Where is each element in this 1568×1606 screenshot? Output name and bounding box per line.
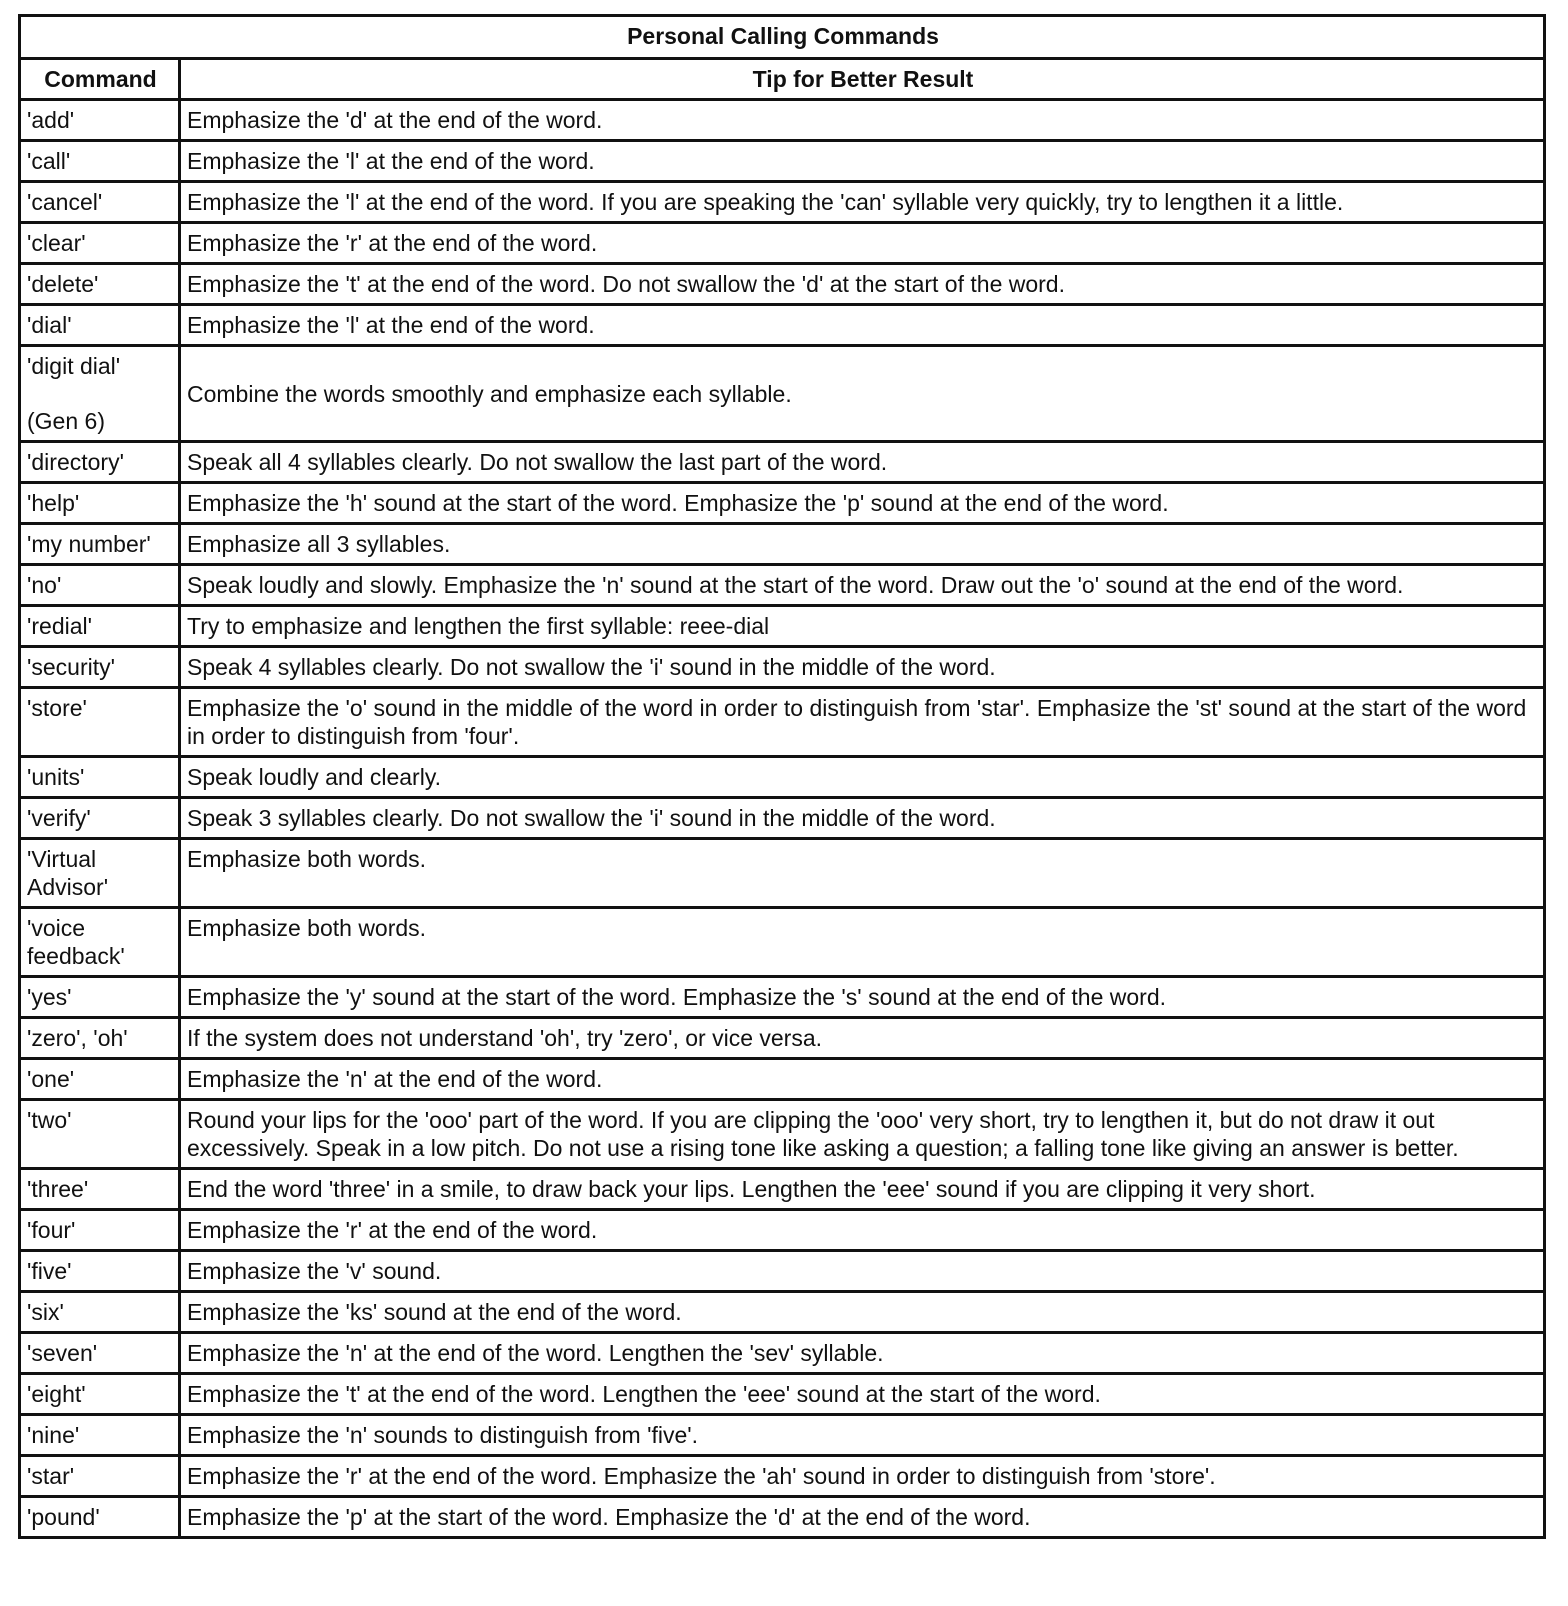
table-row — [20, 305, 1545, 346]
tip-cell: Emphasize the 'v' sound. — [180, 1251, 1545, 1292]
command-text: 'seven' — [27, 1340, 98, 1366]
command-cell — [20, 141, 180, 182]
table-body — [20, 100, 1545, 1538]
tip-cell: Emphasize the 'r' at the end of the word. — [180, 1210, 1545, 1251]
command-text: 'voice feedback' — [27, 915, 125, 969]
tip-cell: Speak 4 syllables clearly. Do not swallow the 'i' sound in the middle of the word. — [180, 647, 1545, 688]
command-cell — [20, 264, 180, 305]
command-text: 'add' — [27, 107, 75, 133]
tip-cell: Speak 3 syllables clearly. Do not swallow the 'i' sound in the middle of the word. — [180, 798, 1545, 839]
table-row — [20, 100, 1545, 141]
command-text: 'nine' — [27, 1422, 80, 1448]
command-cell — [20, 1100, 180, 1169]
table-title: Personal Calling Commands — [20, 16, 1545, 59]
table-row — [20, 565, 1545, 606]
command-cell — [20, 1018, 180, 1059]
command-text: 'eight' — [27, 1381, 86, 1407]
command-text: 'verify' — [27, 805, 91, 831]
table-row — [20, 647, 1545, 688]
command-text: 'yes' — [27, 984, 72, 1010]
command-text: 'call' — [27, 148, 71, 174]
tip-cell: Emphasize the 'y' sound at the start of the word. Emphasize the 's' sound at the end of the word. — [180, 977, 1545, 1018]
tip-cell: Emphasize the 'r' at the end of the word. Emphasize the 'ah' sound in order to distinguish from 'store'. — [180, 1456, 1545, 1497]
command-text: 'no' — [27, 572, 62, 598]
command-text: 'digit dial' — [27, 353, 121, 379]
tip-cell: Emphasize both words. — [180, 908, 1545, 977]
command-cell — [20, 1497, 180, 1538]
command-text: 'delete' — [27, 271, 99, 297]
table-row — [20, 1456, 1545, 1497]
table-row — [20, 524, 1545, 565]
spacer — [27, 380, 174, 407]
tip-cell: Emphasize the 'l' at the end of the word. — [180, 305, 1545, 346]
command-cell — [20, 647, 180, 688]
tip-cell: Emphasize the 'p' at the start of the word. Emphasize the 'd' at the end of the word. — [180, 1497, 1545, 1538]
command-text: 'five' — [27, 1258, 72, 1284]
table-row — [20, 1415, 1545, 1456]
tip-cell: Emphasize the 'n' at the end of the word. Lengthen the 'sev' syllable. — [180, 1333, 1545, 1374]
command-cell — [20, 565, 180, 606]
table-row — [20, 1374, 1545, 1415]
table-row — [20, 606, 1545, 647]
command-cell — [20, 977, 180, 1018]
column-header-command: Command — [20, 59, 180, 100]
tip-cell: Emphasize the 'l' at the end of the word. — [180, 141, 1545, 182]
command-note: (Gen 6) — [27, 408, 105, 434]
tip-cell: Emphasize the 'n' at the end of the word. — [180, 1059, 1545, 1100]
tip-cell: Speak all 4 syllables clearly. Do not swallow the last part of the word. — [180, 442, 1545, 483]
command-text: 'units' — [27, 764, 85, 790]
command-cell — [20, 1333, 180, 1374]
table-row — [20, 1169, 1545, 1210]
command-cell — [20, 757, 180, 798]
command-text: 'one' — [27, 1066, 75, 1092]
command-cell — [20, 483, 180, 524]
table-title-row — [20, 16, 1545, 59]
command-cell — [20, 1415, 180, 1456]
command-cell — [20, 688, 180, 757]
command-cell — [20, 1210, 180, 1251]
table-row — [20, 798, 1545, 839]
command-text: 'cancel' — [27, 189, 103, 215]
tip-cell: Try to emphasize and lengthen the first syllable: reee-dial — [180, 606, 1545, 647]
command-cell — [20, 1456, 180, 1497]
tip-cell: Emphasize the 'n' sounds to distinguish from 'five'. — [180, 1415, 1545, 1456]
command-text: 'store' — [27, 695, 87, 721]
command-text: 'two' — [27, 1107, 72, 1133]
command-text: 'four' — [27, 1217, 76, 1243]
command-text: 'my number' — [27, 531, 151, 557]
table-row — [20, 757, 1545, 798]
command-cell — [20, 346, 180, 442]
tip-cell: Speak loudly and clearly. — [180, 757, 1545, 798]
command-cell — [20, 223, 180, 264]
command-cell — [20, 798, 180, 839]
tip-cell: Emphasize the 't' at the end of the word. Lengthen the 'eee' sound at the start of the word. — [180, 1374, 1545, 1415]
command-text: 'clear' — [27, 230, 86, 256]
table-row — [20, 1018, 1545, 1059]
table-row — [20, 1210, 1545, 1251]
table-row — [20, 141, 1545, 182]
table-row — [20, 1059, 1545, 1100]
command-text: 'help' — [27, 490, 80, 516]
table-row — [20, 1497, 1545, 1538]
tip-cell: Emphasize the 'd' at the end of the word. — [180, 100, 1545, 141]
command-text: 'Virtual Advisor' — [27, 846, 109, 900]
tip-cell: Emphasize both words. — [180, 839, 1545, 908]
tip-cell: Round your lips for the 'ooo' part of the word. If you are clipping the 'ooo' very short, try to lengthen it, but do not draw it out excessively. Speak in a low pitch. Do not use a rising tone like asking a question; a falling tone like giving an answer is better. — [180, 1100, 1545, 1169]
command-cell — [20, 1374, 180, 1415]
tip-cell: Emphasize the 'r' at the end of the word. — [180, 223, 1545, 264]
command-cell — [20, 524, 180, 565]
table-row — [20, 442, 1545, 483]
table-row — [20, 839, 1545, 908]
table-header-row — [20, 59, 1545, 100]
tip-cell: If the system does not understand 'oh', try 'zero', or vice versa. — [180, 1018, 1545, 1059]
table-row — [20, 346, 1545, 442]
command-text: 'security' — [27, 654, 116, 680]
table-row — [20, 1251, 1545, 1292]
command-cell — [20, 305, 180, 346]
table-row — [20, 223, 1545, 264]
table-row — [20, 908, 1545, 977]
tip-cell: Emphasize all 3 syllables. — [180, 524, 1545, 565]
command-cell — [20, 1169, 180, 1210]
command-cell — [20, 606, 180, 647]
tip-cell: Emphasize the 'o' sound in the middle of the word in order to distinguish from 'star'. Emphasize the 'st' sound at the start of the word in order to distinguish from 'four'. — [180, 688, 1545, 757]
command-text: 'dial' — [27, 312, 72, 338]
command-cell — [20, 1251, 180, 1292]
tip-cell: End the word 'three' in a smile, to draw back your lips. Lengthen the 'eee' sound if you are clipping it very short. — [180, 1169, 1545, 1210]
command-text: 'directory' — [27, 449, 124, 475]
command-text: 'three' — [27, 1176, 89, 1202]
command-cell — [20, 100, 180, 141]
command-text: 'star' — [27, 1463, 75, 1489]
command-cell — [20, 1292, 180, 1333]
table-row — [20, 264, 1545, 305]
tip-cell: Speak loudly and slowly. Emphasize the 'n' sound at the start of the word. Draw out the 'o' sound at the end of the word. — [180, 565, 1545, 606]
tip-cell: Combine the words smoothly and emphasize each syllable. — [180, 346, 1545, 442]
command-text: 'redial' — [27, 613, 93, 639]
table-row — [20, 483, 1545, 524]
command-cell — [20, 442, 180, 483]
command-cell — [20, 908, 180, 977]
command-text: 'pound' — [27, 1504, 100, 1530]
table-row — [20, 1333, 1545, 1374]
command-cell — [20, 1059, 180, 1100]
command-text: 'six' — [27, 1299, 64, 1325]
command-text: 'zero', 'oh' — [27, 1025, 128, 1051]
tip-cell: Emphasize the 't' at the end of the word. Do not swallow the 'd' at the start of the word. — [180, 264, 1545, 305]
column-header-tip: Tip for Better Result — [180, 59, 1545, 100]
tip-cell: Emphasize the 'ks' sound at the end of the word. — [180, 1292, 1545, 1333]
table-row — [20, 1100, 1545, 1169]
tip-cell: Emphasize the 'l' at the end of the word. If you are speaking the 'can' syllable very quickly, try to lengthen it a little. — [180, 182, 1545, 223]
table-row — [20, 688, 1545, 757]
command-cell — [20, 182, 180, 223]
tip-cell: Emphasize the 'h' sound at the start of the word. Emphasize the 'p' sound at the end of the word. — [180, 483, 1545, 524]
commands-table — [18, 14, 1546, 1539]
table-row — [20, 977, 1545, 1018]
table-row — [20, 1292, 1545, 1333]
table-row — [20, 182, 1545, 223]
command-cell — [20, 839, 180, 908]
